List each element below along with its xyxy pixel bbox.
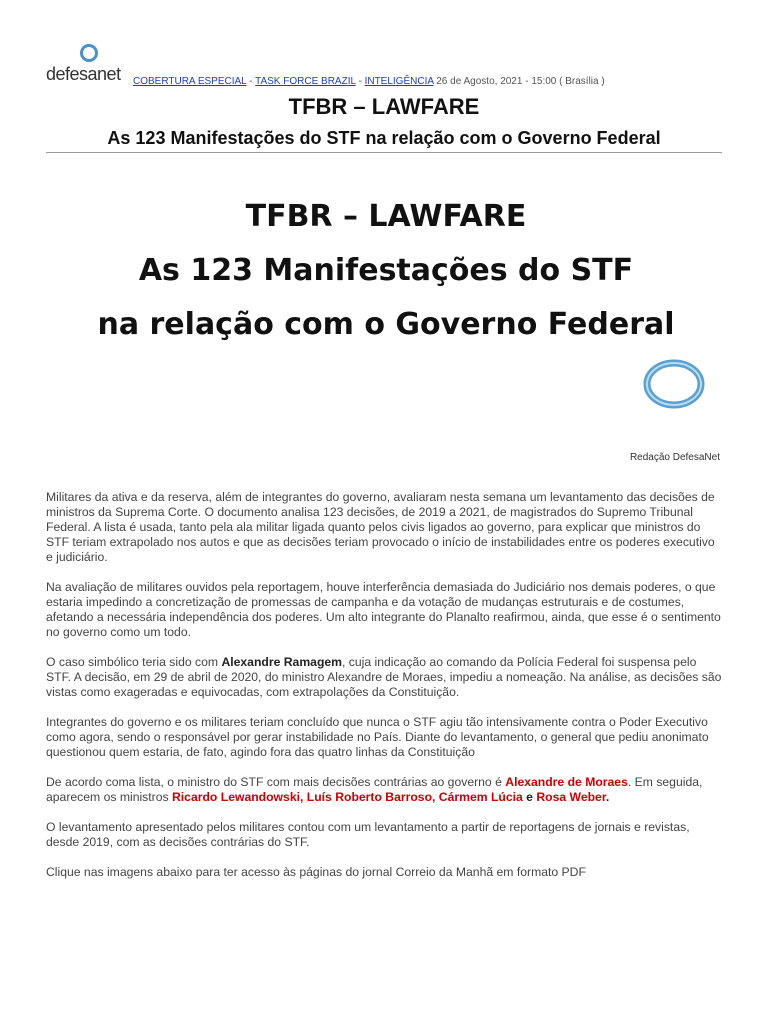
logo-text: defesanet bbox=[46, 64, 121, 84]
paragraph-1: Militares da ativa e da reserva, além de integrantes do governo, avaliaram nesta semana um levantamento das decisões de ministros da Suprema Corte. O documento analisa 123 decisões, de 2019 a 2021, de magistrados do Supremo Tribunal Federal. A lista é usada, tanto pela ala militar ligada quanto pelos civis ligados ao governo, para explicar que ministros do STF teriam extrapolado nos autos e que as decisões teriam provocado o início de instabilidades entre os poderes executivo e judiciário. bbox=[46, 490, 715, 564]
paragraph-7: Clique nas imagens abaixo para ter acesso às páginas do jornal Correio da Manhã em formato PDF bbox=[46, 865, 586, 879]
name-moraes: Alexandre de Moraes bbox=[505, 775, 628, 789]
article-body bbox=[46, 490, 722, 895]
page-header bbox=[46, 44, 726, 90]
banner-line-2: As 123 Manifestações do STF bbox=[138, 253, 634, 288]
banner-line-1: TFBR – LAWFARE bbox=[245, 199, 527, 234]
banner-image[interactable] bbox=[46, 190, 726, 410]
link-inteligencia[interactable]: INTELIGÊNCIA bbox=[364, 76, 434, 87]
breadcrumb: COBERTURA ESPECIAL - TASK FORCE BRAZIL - INTELIGÊNCIA 26 de Agosto, 2021 - 15:00 ( Brasília ) bbox=[133, 76, 605, 87]
paragraph-4: Integrantes do governo e os militares teriam concluído que nunca o STF agiu tão intensivamente contra o Poder Executivo como agora, sendo o responsável por gerar instabilidade no País. Diante do levantamento, o general que pediu anonimato questionou quem estaria, de fato, agindo fora das quatro linhas da Constituição bbox=[46, 715, 709, 759]
publish-date: 26 de Agosto, 2021 - 15:00 ( Brasília ) bbox=[433, 76, 605, 87]
page-title: TFBR – LAWFARE bbox=[288, 94, 480, 119]
paragraph-5: De acordo coma lista, o ministro do STF com mais decisões contrárias ao governo é Alexandre de Moraes. Em seguida, aparecem os ministros Ricardo Lewandowski, Luís Roberto Barroso, Cármem Lúcia e Rosa Weber. bbox=[46, 775, 703, 804]
name-weber: Rosa Weber bbox=[536, 790, 606, 804]
logo-ring-icon bbox=[80, 44, 98, 62]
defesanet-logo[interactable] bbox=[46, 44, 136, 88]
link-task-force-brazil[interactable]: TASK FORCE BRAZIL bbox=[255, 76, 356, 87]
defesanet-ring-icon bbox=[642, 358, 706, 410]
link-cobertura-especial[interactable]: COBERTURA ESPECIAL bbox=[133, 76, 247, 87]
paragraph-3: O caso simbólico teria sido com Alexandre Ramagem, cuja indicação ao comando da Polícia Federal foi suspensa pelo STF. A decisão, em 29 de abril de 2020, do ministro Alexandre de Moraes, impediu a nomeação. Na análise, as decisões são vistas como exageradas e equivocadas, com extrapolações da Constituição. bbox=[46, 655, 722, 699]
author-credit: Redação DefesaNet bbox=[629, 452, 720, 463]
name-ramagem: Alexandre Ramagem bbox=[221, 655, 343, 669]
page-subtitle: As 123 Manifestações do STF na relação com o Governo Federal bbox=[107, 128, 661, 148]
banner-line-3: na relação com o Governo Federal bbox=[97, 307, 675, 342]
names-ministers: Ricardo Lewandowski, Luís Roberto Barroso, Cármem Lúcia bbox=[171, 790, 523, 804]
paragraph-2: Na avaliação de militares ouvidos pela reportagem, houve interferência demasiada do Judiciário nos demais poderes, o que estaria impedindo a concretização de promessas de campanha e da votação de mudanças estruturais e de costumes, afetando a necessária independência dos poderes. Um alto integrante do Planalto reafirmou, ainda, que esse é o sentimento no governo como um todo. bbox=[46, 580, 721, 639]
divider bbox=[46, 152, 722, 153]
paragraph-6: O levantamento apresentado pelos militares contou com um levantamento a partir de reportagens de jornais e revistas, desde 2019, com as decisões contrárias do STF. bbox=[46, 820, 690, 849]
